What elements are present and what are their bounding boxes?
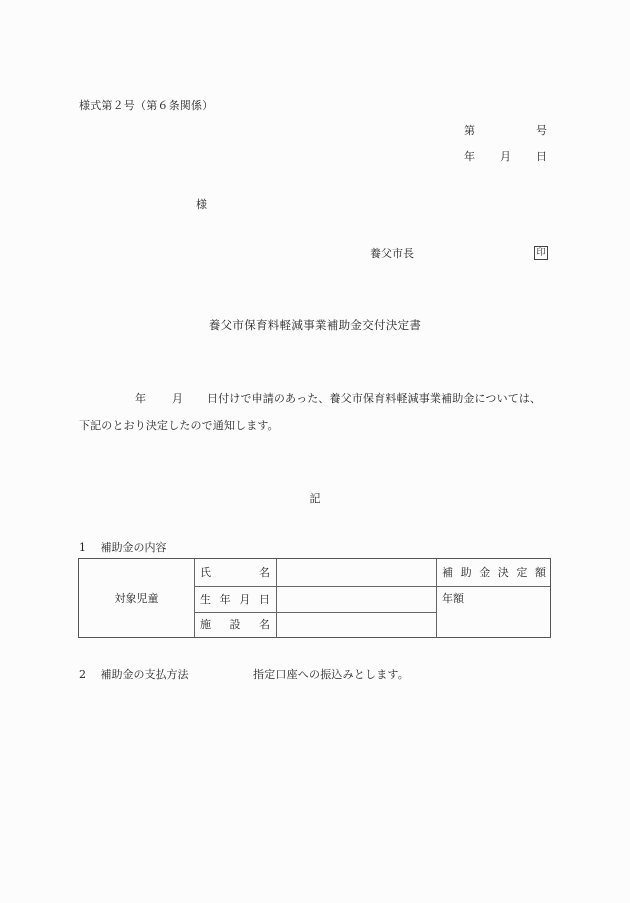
- payment-method-value: 指定口座への振込みとします。: [253, 668, 409, 681]
- label-char: 名: [259, 618, 270, 631]
- header-char: 決: [497, 566, 509, 579]
- section-1-title: 補助金の内容: [100, 541, 167, 554]
- label-char: 氏: [200, 566, 211, 579]
- document-number-suffix: 号: [536, 124, 547, 137]
- label-char: 施: [200, 618, 211, 631]
- recipient-honorific: 様: [196, 198, 207, 211]
- target-child-header: 対象児童: [114, 591, 159, 605]
- section-1-heading: [79, 542, 167, 553]
- label-char: 月: [239, 592, 251, 606]
- label-char: 名: [259, 566, 270, 579]
- header-char: 金: [479, 566, 491, 579]
- birth-date-label: [194, 586, 276, 612]
- date-day-label: 日: [536, 150, 547, 163]
- document-title: 養父市保育料軽減事業補助金交付決定書: [208, 318, 422, 332]
- header-char: 定: [516, 566, 528, 579]
- section-2: [79, 668, 409, 681]
- body-month-label: 月: [172, 392, 183, 405]
- name-value-field: [276, 559, 436, 586]
- header-char: 補: [442, 566, 453, 579]
- label-char: 日: [258, 592, 270, 606]
- form-number: 様式第２号（第６条関係）: [79, 99, 214, 112]
- document-number-prefix: 第: [464, 124, 475, 137]
- seal-stamp-icon: 印: [534, 246, 548, 260]
- section-2-heading: 補助金の支払方法: [100, 668, 189, 681]
- section-1-number: 1: [79, 541, 86, 554]
- subsidy-amount-header: [436, 559, 550, 586]
- label-char: 設: [229, 618, 241, 631]
- body-text: 日付けで申請のあった、養父市保育料軽減事業補助金については、: [207, 392, 542, 405]
- label-char: 生: [200, 592, 211, 606]
- issuer-title: 養父市長: [370, 247, 414, 260]
- date-year-label: 年: [464, 150, 475, 163]
- ki-heading: 記: [309, 492, 321, 505]
- facility-name-value-field: [276, 612, 436, 637]
- birth-date-value-field: [276, 586, 436, 612]
- facility-name-label: [194, 612, 276, 637]
- section-2-number: 2: [79, 668, 86, 681]
- body-year-label: 年: [135, 392, 146, 405]
- name-label: [194, 559, 276, 586]
- header-char: 助: [460, 566, 472, 579]
- body-paragraph-line-2: 下記のとおり決定したので通知します。: [79, 419, 279, 432]
- annual-amount-field: 年額: [442, 592, 464, 605]
- subsidy-content-table: [78, 558, 551, 638]
- label-char: 年: [219, 592, 231, 606]
- header-char: 額: [534, 566, 546, 579]
- date-month-label: 月: [500, 150, 511, 163]
